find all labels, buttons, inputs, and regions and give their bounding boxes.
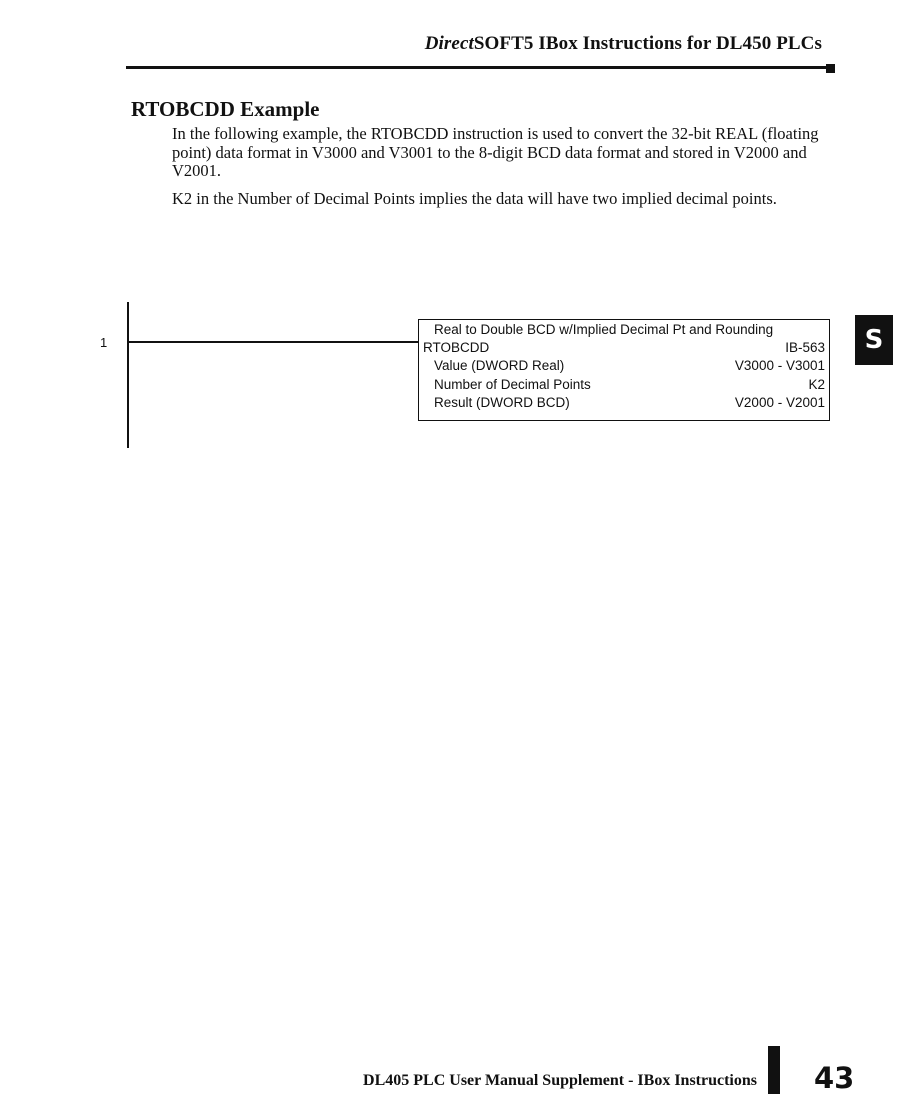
ibox-name-row xyxy=(419,339,825,357)
ibox-param-label: Value (DWORD Real) xyxy=(434,358,565,373)
ibox-param-value: K2 xyxy=(808,377,825,392)
header-title-rest: SOFT5 IBox Instructions for DL450 PLCs xyxy=(473,33,822,54)
ibox-param-row xyxy=(419,357,825,375)
section-heading: RTOBCDD Example xyxy=(131,97,320,121)
footer-text: DL405 PLC User Manual Supplement - IBox Instructions xyxy=(363,1072,757,1089)
ibox-name: RTOBCDD xyxy=(423,340,490,355)
page-header-title xyxy=(425,33,822,55)
ibox-param-value: V2000 - V2001 xyxy=(734,395,825,410)
ibox-param-value: V3000 - V3001 xyxy=(734,358,825,373)
ibox-param-label: Result (DWORD BCD) xyxy=(434,395,570,410)
ibox-id: IB-563 xyxy=(785,340,825,355)
page-number: 43 xyxy=(814,1061,855,1095)
ibox-title-row xyxy=(419,321,825,339)
paragraph-1: In the following example, the RTOBCDD instruction is used to convert the 32-bit REAL (floating point) data format in V3000 and V3001 to the 8-digit BCD data format and stored in V2000 and V2001. xyxy=(172,124,819,180)
ibox-param-row xyxy=(419,394,825,412)
ladder-rung-wire xyxy=(129,341,419,343)
ibox-instruction-box xyxy=(418,319,830,421)
rung-number: 1 xyxy=(100,335,108,350)
ladder-left-power-rail xyxy=(127,302,129,448)
chapter-side-tab: S xyxy=(855,315,893,365)
footer-bar xyxy=(768,1046,780,1094)
ibox-param-row xyxy=(419,376,825,394)
paragraph-2: K2 in the Number of Decimal Points implies the data will have two implied decimal points. xyxy=(172,189,777,208)
header-rule-end-square xyxy=(826,64,835,73)
ibox-param-label: Number of Decimal Points xyxy=(434,377,591,392)
header-rule xyxy=(126,66,834,69)
header-brand: Direct xyxy=(424,33,474,54)
ibox-title: Real to Double BCD w/Implied Decimal Pt and Rounding xyxy=(434,322,774,337)
